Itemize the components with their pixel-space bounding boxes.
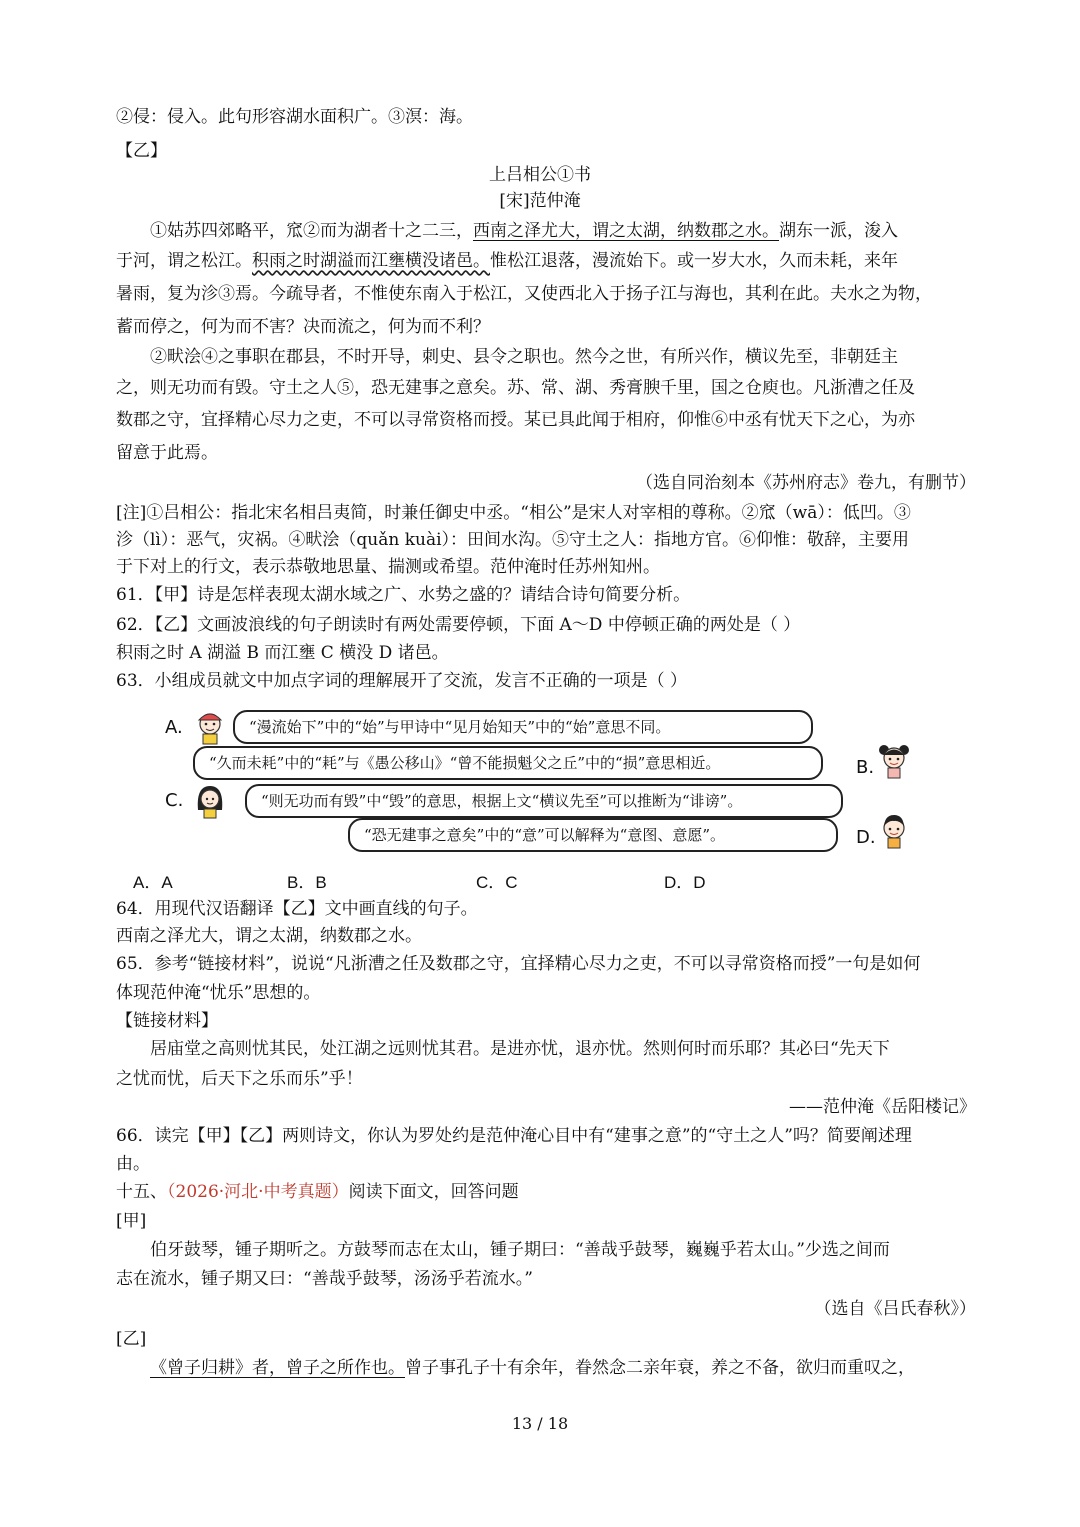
- passage-line: ②畎浍④之事职在郡县，不时开导，刺史、县令之职也。然今之世，有所兴作，横议先至，非朝廷主: [150, 347, 898, 367]
- choice-d: D．D: [664, 873, 706, 892]
- speech-bubble-a: “漫流始下”中的“始”与甲诗中“见月始知天”中的“始”意思不同。: [233, 710, 813, 744]
- boy-short-hair-icon: [877, 810, 911, 850]
- speaker-label-c: C.: [165, 790, 184, 811]
- passage-line: 蓄而停之，何为而不害？决而流之，何为而不利？: [116, 317, 490, 337]
- passage-source: （选自同治刻本《苏州府志》卷九，有删节）: [636, 473, 976, 493]
- page-number: 13 / 18: [511, 1414, 569, 1433]
- passage-line: [116, 250, 986, 272]
- passage-text: 于河，谓之松江。: [116, 251, 252, 271]
- question-62: 62．【乙】文画波浪线的句子朗读时有两处需要停顿，下面 A～D 中停顿正确的两处是（ ）: [116, 615, 801, 635]
- speaker-label-d: D.: [856, 827, 876, 848]
- link-material-heading: 【链接材料】: [116, 1011, 218, 1031]
- text-author: [宋]范仲淹: [499, 191, 581, 211]
- girl-pigtails-icon: [877, 740, 911, 780]
- link-material-line: 居庙堂之高则忧其民，处江湖之远则忧其君。是进亦忧，退亦忧。然则何时而乐耶？其必曰“先天下: [150, 1039, 890, 1059]
- passage-line: [150, 1357, 1020, 1379]
- speaker-label-a: A.: [165, 717, 183, 738]
- question-64-sentence: 西南之泽尤大，谓之太湖，纳数郡之水。: [116, 926, 422, 946]
- choice-a: A．A: [133, 873, 173, 892]
- note-line: ②侵：侵入。此句形容湖水面积广。③溟：海。: [116, 107, 473, 127]
- section-number: 十五、: [116, 1182, 167, 1202]
- question-64: 64．用现代汉语翻译【乙】文中画直线的句子。: [116, 899, 478, 919]
- exam-source-tag: （2026·河北·中考真题）: [167, 1182, 349, 1202]
- question-65: 65．参考“链接材料”，说说“凡浙漕之任及数郡之守，宜择精心尽力之吏，不可以寻常资格而授”一句是如何: [116, 954, 921, 974]
- question-65-cont: 体现范仲淹“忧乐”思想的。: [116, 983, 321, 1003]
- question-66-cont: 由。: [116, 1154, 150, 1174]
- annotation-line: 于下对上的行文，表示恭敬地思量、揣测或希望。范仲淹时任苏州知州。: [116, 557, 660, 577]
- passage-line: 暑雨，复为沴③焉。今疏导者，不惟使东南入于松江，又使西北入于扬子江与海也，其利在此。夫水之为物，: [116, 284, 932, 304]
- underlined-sentence: 《曾子归耕》者，曾子之所作也。: [150, 1358, 405, 1378]
- link-material-line: 之忧而忧，后天下之乐而乐”乎！: [116, 1069, 363, 1089]
- passage-source: （选自《吕氏春秋》）: [814, 1299, 976, 1319]
- question-62-sentence: 积雨之时 A 湖溢 B 而江壅 C 横没 D 诸邑。: [116, 643, 449, 663]
- passage-line: 之，则无功而有毁。守土之人⑤，恐无建事之意矣。苏、常、湖、秀膏腴千里，国之仓庾也。凡浙漕之任及: [116, 378, 915, 398]
- boy-cap-icon: [193, 706, 227, 746]
- section-15-heading: [116, 1181, 986, 1203]
- girl-long-hair-icon: [193, 780, 227, 820]
- text-title: 上吕相公①书: [489, 165, 591, 185]
- underlined-sentence: 西南之泽尤大，谓之太湖，纳数郡之水。: [473, 221, 779, 241]
- passage-line: 留意于此焉。: [116, 443, 218, 463]
- speech-bubble-d: “恐无建事之意矣”中的“意”可以解释为“意图、意愿”。: [348, 818, 838, 852]
- annotation-line: [注]①吕相公：指北宋名相吕夷简，时兼任御史中丞。“相公”是宋人对宰相的尊称。②窊（wā）：低凹。③: [116, 503, 911, 523]
- wavy-underlined-sentence: 积雨之时湖溢而江壅横没诸邑。: [252, 251, 490, 271]
- passage-line: [150, 220, 1020, 242]
- section-instruction: 阅读下面文，回答问题: [348, 1182, 519, 1202]
- choice-b: B．B: [287, 873, 327, 892]
- speech-bubble-b: “久而未耗”中的“耗”与《愚公移山》“曾不能损魁父之丘”中的“损”意思相近。: [193, 746, 823, 780]
- speech-bubble-c: “则无功而有毁”中“毁”的意思，根据上文“横议先至”可以推断为“诽谤”。: [245, 784, 843, 818]
- passage-line: 数郡之守，宜择精心尽力之吏，不可以寻常资格而授。某已具此闻于相府，仰惟⑥中丞有忧天下之心，为亦: [116, 410, 915, 430]
- passage-text: 湖东一派，浚入: [779, 221, 898, 241]
- annotation-line: 沴（lì）：恶气，灾祸。④畎浍（quǎn kuài）：田间水沟。⑤守土之人：指地方官。⑥仰惟：敬辞，主要用: [116, 530, 910, 550]
- section-label-yi: [乙]: [116, 1329, 147, 1349]
- question-63: 63．小组成员就文中加点字词的理解展开了交流，发言不正确的一项是（ ）: [116, 671, 688, 691]
- question-66: 66．读完【甲】【乙】两则诗文，你认为罗处约是范仲淹心目中有“建事之意”的“守土之人”吗？简要阐述理: [116, 1126, 912, 1146]
- link-material-source: ——范仲淹《岳阳楼记》: [789, 1097, 976, 1117]
- choice-c: C．C: [476, 873, 518, 892]
- passage-text: ①姑苏四郊略平，窊②而为湖者十之二三，: [150, 221, 473, 241]
- section-label-yi: 【乙】: [116, 141, 167, 161]
- question-61: 61．【甲】诗是怎样表现太湖水域之广、水势之盛的？请结合诗句简要分析。: [116, 585, 691, 605]
- passage-text: 惟松江退落，漫流始下。或一岁大水，久而未耗，来年: [490, 251, 898, 271]
- passage-line: 志在流水，锺子期又曰：“善哉乎鼓琴，汤汤乎若流水。”: [116, 1269, 533, 1289]
- section-label-jia: [甲]: [116, 1211, 147, 1231]
- speaker-label-b: B.: [856, 757, 875, 778]
- passage-text: 曾子事孔子十有余年，眷然念二亲年衰，养之不备，欲归而重叹之，: [405, 1358, 915, 1378]
- passage-line: 伯牙鼓琴，锺子期听之。方鼓琴而志在太山，锺子期曰：“善哉乎鼓琴，巍巍乎若太山。”少选之间而: [150, 1240, 890, 1260]
